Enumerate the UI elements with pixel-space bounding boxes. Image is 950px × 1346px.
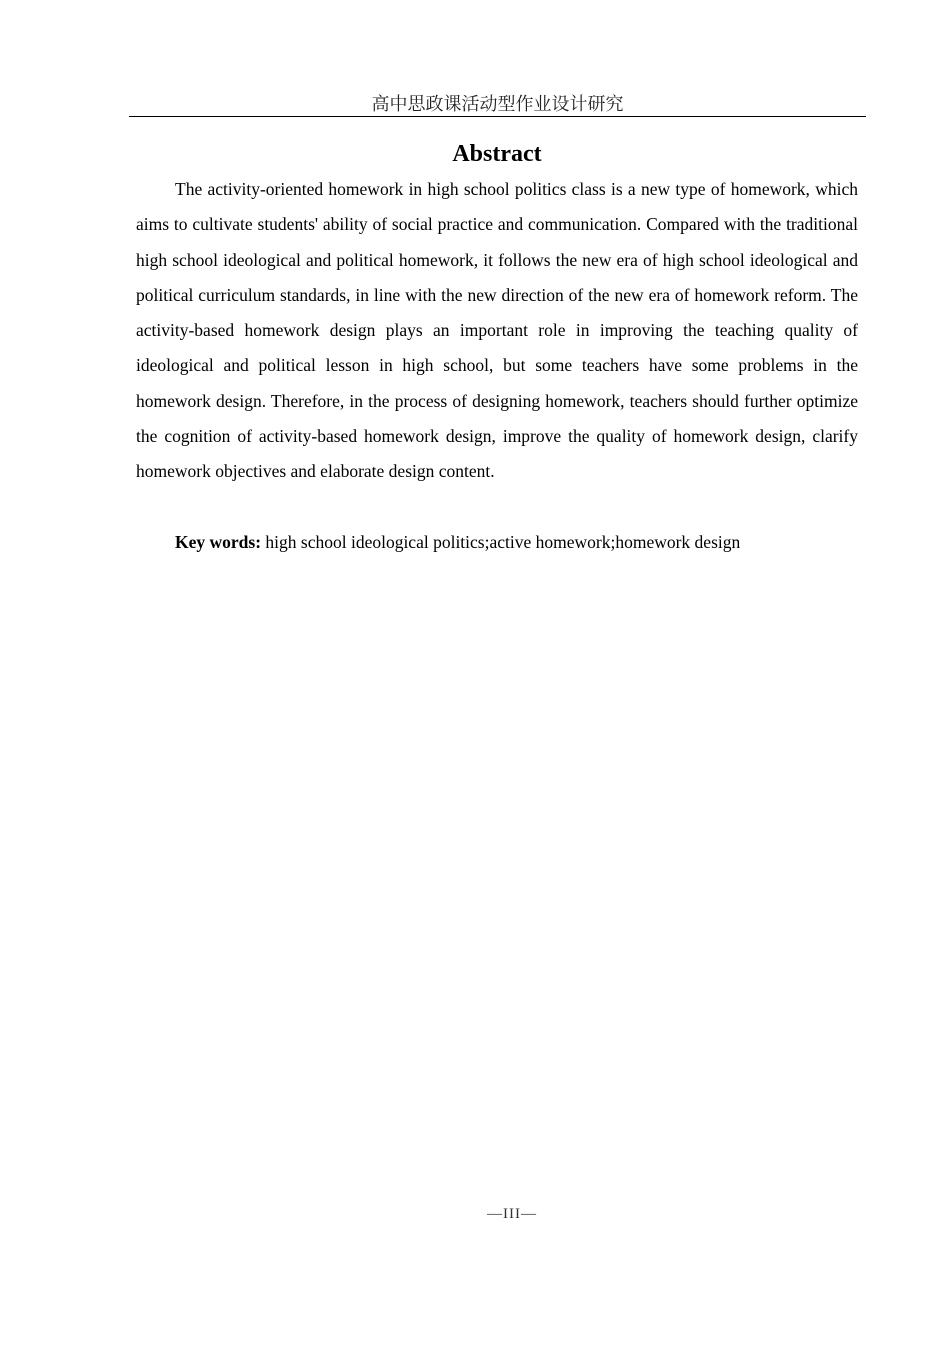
- keywords-text: high school ideological politics;active homework;homework design: [265, 532, 741, 552]
- abstract-body: The activity-oriented homework in high school politics class is a new type of homework, which aims to cultivate students' ability of social practice and communication. Compared with the traditional high school ideological and political homework, it follows the new era of high school ideological and political curriculum standards, in line with the new direction of the new era of homework reform. The activity-based homework design plays an important role in improving the teaching quality of ideological and political lesson in high school, but some teachers have some problems in the homework design. Therefore, in the process of designing homework, teachers should further optimize the cognition of activity-based homework design, improve the quality of homework design, clarify homework objectives and elaborate design content.: [136, 179, 858, 482]
- running-header: 高中思政课活动型作业设计研究: [129, 92, 866, 117]
- keywords-label: Key words:: [175, 532, 262, 552]
- page-number: —III—: [487, 1206, 537, 1222]
- abstract-title: Abstract: [452, 141, 542, 167]
- keywords-line: [136, 525, 858, 560]
